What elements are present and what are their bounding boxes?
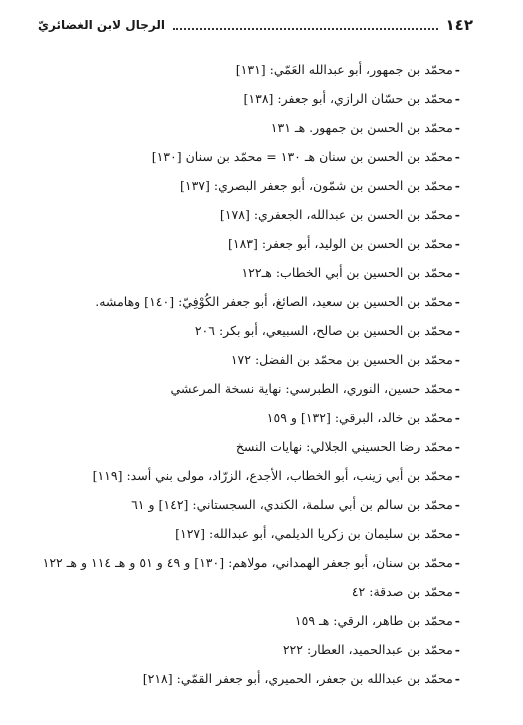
index-entry <box>30 577 460 606</box>
entry-dash: - <box>454 439 460 454</box>
header-dotted-leader <box>173 28 438 30</box>
entry-dash: - <box>454 352 460 367</box>
index-entry <box>30 229 460 258</box>
index-entry <box>30 490 460 519</box>
index-entry <box>30 84 460 113</box>
index-entry <box>30 55 460 84</box>
entry-text: محمّد بن حسّان الرازي، أبو جعفر: [١٣٨] <box>243 91 453 106</box>
entry-dash: - <box>454 149 460 164</box>
index-entry <box>30 258 460 287</box>
index-entry <box>30 374 460 403</box>
index-entry <box>30 171 460 200</box>
entry-dash: - <box>454 91 460 106</box>
index-entries <box>30 55 460 693</box>
index-entry <box>30 664 460 693</box>
entry-text: محمّد حسين، النوري، الطبرسي: نهاية نسخة المرعشي <box>170 381 453 396</box>
entry-dash: - <box>454 236 460 251</box>
entry-dash: - <box>454 613 460 628</box>
entry-text: محمّد رضا الحسيني الجلالي: نهايات النسخ <box>235 439 453 454</box>
index-entry <box>30 316 460 345</box>
entry-dash: - <box>454 555 460 570</box>
entry-text: محمّد بن الحسين بن محمّد بن الفضل: ١٧٢ <box>230 352 453 367</box>
entry-text: محمّد بن خالد، البرقي: [١٣٢] و ١٥٩ <box>266 410 453 425</box>
entry-text: محمّد بن عبدالله بن جعفر، الحميري، أبو جعفر القمّي: [٢١٨] <box>142 671 453 686</box>
entry-dash: - <box>454 497 460 512</box>
entry-dash: - <box>454 468 460 483</box>
index-entry <box>30 519 460 548</box>
entry-text: محمّد بن سليمان بن زكريا الديلمي، أبو عبدالله: [١٢٧] <box>175 526 453 541</box>
entry-text: محمّد بن الحسن بن سنان هـ ١٣٠ = محمّد بن سنان [١٣٠] <box>151 149 453 164</box>
entry-text: محمّد بن الحسن بن عبدالله، الجعفري: [١٧٨] <box>219 207 453 222</box>
entry-text: محمّد بن الحسين بن أبي الخطاب: هـ١٢٢ <box>241 265 453 280</box>
page-header <box>38 10 473 40</box>
entry-dash: - <box>454 323 460 338</box>
index-entry <box>30 635 460 664</box>
entry-text: محمّد بن عبدالحميد، العطار: ٢٢٢ <box>282 642 453 657</box>
index-entry <box>30 113 460 142</box>
entry-dash: - <box>454 526 460 541</box>
entry-dash: - <box>454 207 460 222</box>
index-entry <box>30 432 460 461</box>
entry-dash: - <box>454 120 460 135</box>
entry-dash: - <box>454 584 460 599</box>
entry-text: محمّد بن طاهر، الرقي: هـ ١٥٩ <box>294 613 453 628</box>
entry-dash: - <box>454 62 460 77</box>
index-entry <box>30 548 460 577</box>
entry-text: محمّد بن أبي زينب، أبو الخطاب، الأجدع، الزرّاد، مولى بني أسد: [١١٩] <box>92 468 453 483</box>
index-entry <box>30 200 460 229</box>
entry-dash: - <box>454 410 460 425</box>
index-entry <box>30 287 460 316</box>
entry-dash: - <box>454 294 460 309</box>
running-title: الرجال لابن الغضائريّ <box>38 18 165 32</box>
entry-dash: - <box>454 178 460 193</box>
entry-dash: - <box>454 265 460 280</box>
entry-dash: - <box>454 381 460 396</box>
index-entry <box>30 345 460 374</box>
entry-text: محمّد بن صدقة: ٤٢ <box>351 584 453 599</box>
entry-text: محمّد بن جمهور، أبو عبدالله العَمّي: [١٣١] <box>235 62 453 77</box>
page-number: ١٤٢ <box>445 16 473 34</box>
entry-text: محمّد بن سالم بن أبي سلمة، الكندي، السجستاني: [١٤٢] و ٦١ <box>131 497 453 512</box>
index-entry <box>30 606 460 635</box>
entry-text: محمّد بن الحسن بن جمهور. هـ ١٣١ <box>270 120 453 135</box>
entry-text: محمّد بن الحسين بن سعيد، الصائغ، أبو جعفر الكُوْفِيّ: [١٤٠] وهامشه. <box>95 294 453 309</box>
entry-text: محمّد بن الحسن بن الوليد، أبو جعفر: [١٨٣] <box>227 236 453 251</box>
index-entry <box>30 403 460 432</box>
entry-text: محمّد بن سنان، أبو جعفر الهمداني، مولاهم: [١٣٠] و ٤٩ و ٥١ و هـ ١١٤ و هـ ١٢٢ <box>42 555 453 570</box>
entry-dash: - <box>454 671 460 686</box>
index-entry <box>30 461 460 490</box>
index-entry <box>30 142 460 171</box>
entry-text: محمّد بن الحسين بن صالح، السبيعي، أبو بكر: ٢٠٦ <box>194 323 453 338</box>
entry-text: محمّد بن الحسن بن شمّون، أبو جعفر البصري: [١٣٧] <box>179 178 453 193</box>
entry-dash: - <box>454 642 460 657</box>
